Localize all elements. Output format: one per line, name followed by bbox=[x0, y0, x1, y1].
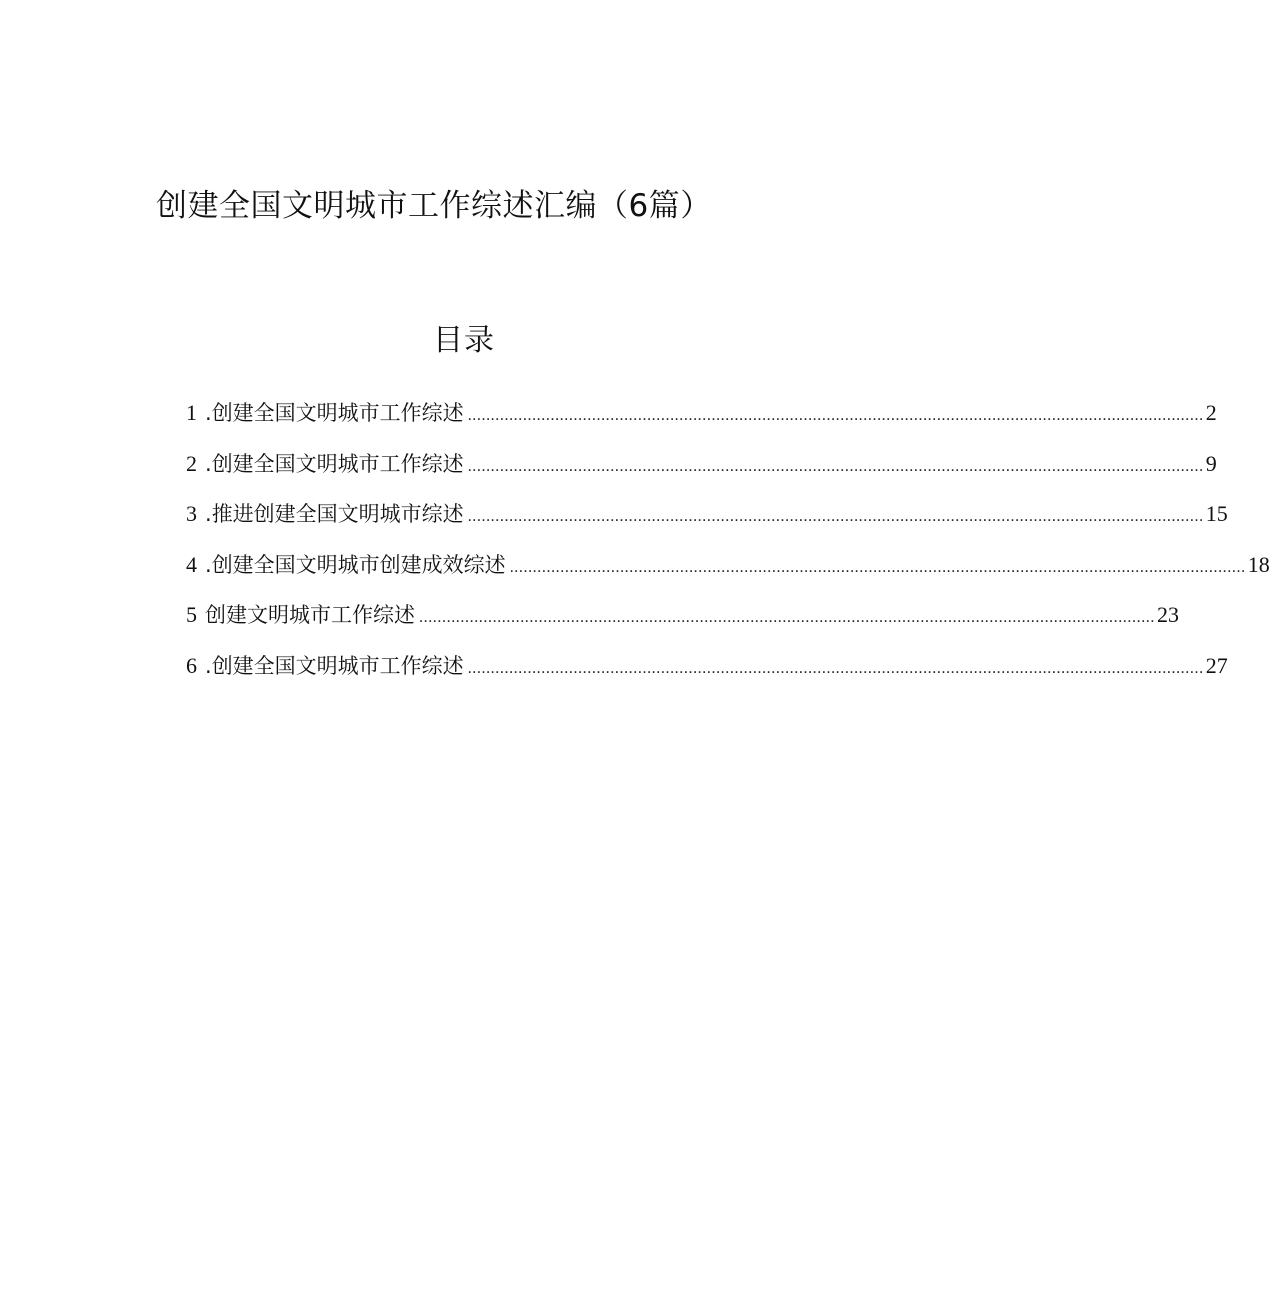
toc-entry-title: 创建文明城市工作综述 bbox=[205, 603, 415, 627]
toc-entry[interactable] bbox=[186, 548, 1270, 599]
toc-entry-title: 创建全国文明城市工作综述 bbox=[211, 653, 464, 678]
toc-entry-page: 15 bbox=[1205, 501, 1228, 526]
toc-heading: 目录 bbox=[433, 323, 495, 358]
toc-entry-page: 2 bbox=[1205, 400, 1217, 425]
toc-leader-dots: ................................................................................................................................................................ bbox=[467, 659, 1204, 677]
table-of-contents bbox=[186, 396, 1270, 699]
toc-entry-title: 创建全国文明城市创建成效综述 bbox=[211, 552, 506, 577]
toc-entry-separator: . bbox=[205, 502, 212, 526]
toc-entry[interactable] bbox=[186, 447, 1217, 498]
document-title: 创建全国文明城市工作综述汇编（6篇） bbox=[156, 188, 712, 224]
toc-entry-number: 6 bbox=[186, 652, 197, 678]
toc-entry-page: 9 bbox=[1205, 450, 1217, 476]
toc-entry-separator: . bbox=[205, 401, 212, 425]
toc-entry-title: 推进创建全国文明城市综述 bbox=[211, 502, 464, 526]
toc-entry-number: 1 bbox=[186, 400, 197, 425]
toc-entry-number: 4 bbox=[186, 551, 197, 577]
toc-entry-title: 创建全国文明城市工作综述 bbox=[211, 451, 464, 476]
toc-entry-number: 3 bbox=[186, 501, 197, 526]
toc-leader-dots: ................................................................................................................................................................ bbox=[509, 558, 1246, 576]
toc-entry-title: 创建全国文明城市工作综述 bbox=[211, 401, 464, 425]
toc-leader-dots: ................................................................................................................................................................ bbox=[467, 407, 1204, 424]
toc-entry-number: 2 bbox=[186, 450, 197, 476]
toc-entry-separator: . bbox=[205, 653, 212, 678]
toc-entry[interactable] bbox=[186, 598, 1179, 649]
toc-entry-number: 5 bbox=[186, 602, 197, 627]
toc-entry-separator: . bbox=[205, 451, 212, 476]
toc-entry-separator: . bbox=[205, 552, 212, 577]
toc-leader-dots: ................................................................................................................................................................ bbox=[467, 457, 1204, 475]
toc-entry-page: 18 bbox=[1247, 551, 1270, 577]
toc-leader-dots: ................................................................................................................................................................ bbox=[419, 609, 1155, 626]
toc-entry[interactable] bbox=[186, 396, 1217, 447]
toc-entry[interactable] bbox=[186, 649, 1228, 700]
toc-entry[interactable] bbox=[186, 497, 1228, 548]
toc-leader-dots: ................................................................................................................................................................ bbox=[467, 508, 1204, 525]
toc-entry-page: 27 bbox=[1205, 652, 1228, 678]
toc-entry-page: 23 bbox=[1157, 602, 1179, 627]
